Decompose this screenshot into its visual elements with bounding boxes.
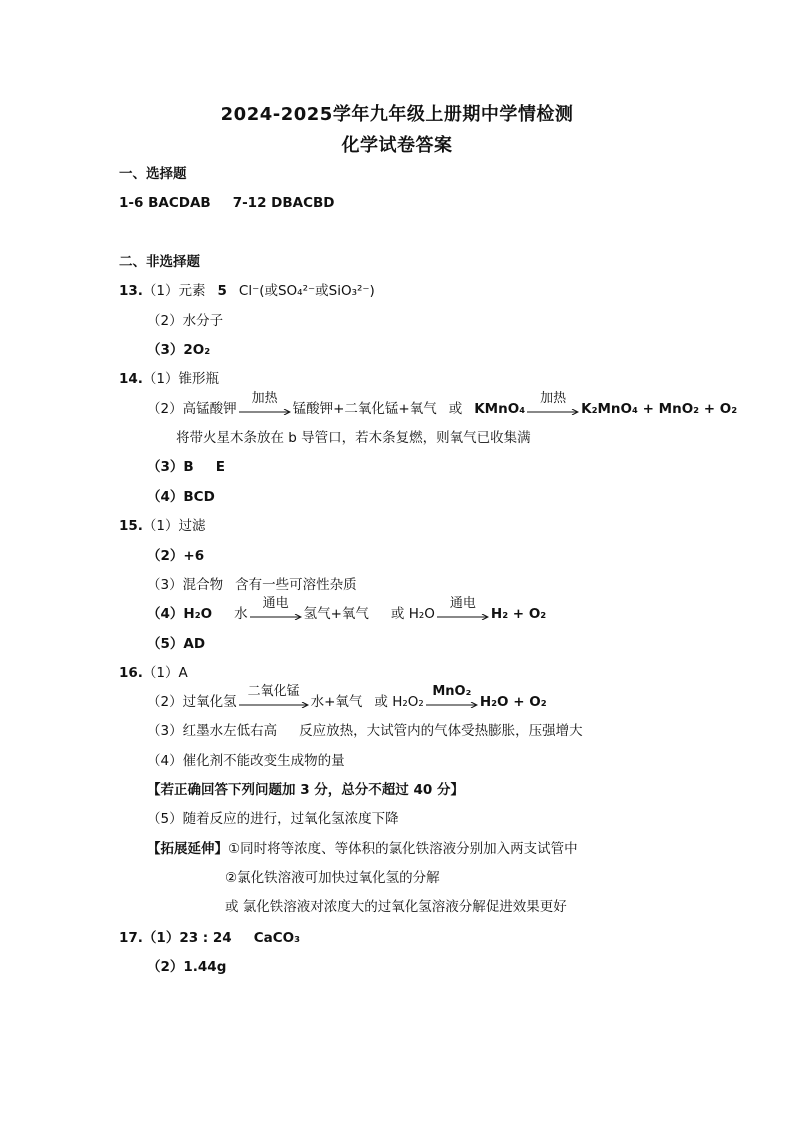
- q16-part2-equation: [147, 684, 547, 711]
- q14-p3-answer2: E: [215, 459, 225, 475]
- q15-p1-answer: （1）过滤: [142, 518, 206, 534]
- q16-p1-answer: （1）A: [142, 665, 188, 681]
- q13-part1: [119, 282, 375, 300]
- q15-p3-answer1: （3）混合物: [147, 577, 224, 593]
- q14-p1-answer: （1）锥形瓶: [142, 371, 220, 387]
- q16-p3-answer1: （3）红墨水左低右高: [147, 723, 278, 739]
- q17-p1-answer2: CaCO₃: [253, 930, 301, 946]
- mc-answers-1-6: 1-6 BACDAB: [119, 195, 211, 211]
- reaction-arrow: [437, 596, 489, 623]
- q14-p3-answer1: （3）B: [147, 459, 194, 475]
- q14-p2-reactant-formula: KMnO₄: [474, 401, 526, 417]
- q15-part5: （5）AD: [147, 636, 206, 652]
- q14-p2-reactant-word: （2）高锰酸钾: [147, 401, 237, 417]
- extension-answer-1: ①同时将等浓度、等体积的氯化铁溶液分别加入两支试管中: [228, 841, 578, 857]
- reaction-arrow: [250, 596, 302, 623]
- q16-extension-1: [147, 840, 578, 858]
- q16-p2-products-formula: H₂O + O₂: [479, 694, 547, 710]
- q15-part1: [119, 517, 206, 535]
- arrow-condition: 通电: [449, 596, 476, 611]
- q15-number: 15.: [119, 518, 143, 534]
- q15-part4-equation: [147, 596, 547, 623]
- q16-part4: （4）催化剂不能改变生成物的量: [147, 753, 345, 769]
- q13-part3: （3）2O₂: [147, 342, 211, 358]
- section-heading-choice: 一、选择题: [119, 166, 187, 182]
- q17-p1-answer1: （1）23 : 24: [142, 930, 232, 946]
- q15-p4-reactant-word: 水: [234, 606, 248, 622]
- q14-part1: [119, 370, 219, 388]
- q17-number: 17.: [119, 930, 143, 946]
- section-heading-nonchoice: 二、非选择题: [119, 254, 200, 270]
- q13-p1-answer2: 5: [217, 283, 227, 299]
- q15-part2: （2）+6: [147, 548, 205, 564]
- q16-extension-3: 或 氯化铁溶液对浓度大的过氧化氢溶液分解促进效果更好: [225, 899, 567, 915]
- q13-part2: （2）水分子: [147, 313, 224, 329]
- q14-p2-or: 或: [448, 401, 463, 417]
- q16-extension-2: ②氯化铁溶液可加快过氧化氢的分解: [225, 870, 440, 886]
- extension-label: 【拓展延伸】: [147, 841, 228, 857]
- q16-part1: [119, 664, 188, 682]
- arrow-condition: 加热: [540, 391, 567, 406]
- q15-p4-reactant-formula: 或 H₂O: [390, 606, 435, 622]
- q15-p4-products-word: 氢气+氧气: [303, 606, 369, 622]
- q14-p2-products-word: 锰酸钾+二氧化锰+氧气: [292, 401, 437, 417]
- q14-p2-products-formula: K₂MnO₄ + MnO₂ + O₂: [581, 401, 738, 417]
- arrow-condition: 二氧化锰: [247, 684, 300, 699]
- reaction-arrow: [239, 684, 309, 711]
- q16-p3-answer2: 反应放热，大试管内的气体受热膨胀，压强增大: [299, 723, 583, 739]
- exam-title: 2024-2025学年九年级上册期中学情检测: [220, 104, 574, 125]
- arrow-condition: MnO₂: [432, 684, 472, 699]
- reaction-arrow: [426, 684, 478, 711]
- q15-part3: [147, 576, 357, 594]
- q15-p3-answer2: 含有一些可溶性杂质: [235, 577, 357, 593]
- arrow-condition: 通电: [262, 596, 289, 611]
- q16-p2-reactant-formula: 或 H₂O₂: [374, 694, 424, 710]
- q14-part2-check: 将带火星木条放在 b 导管口，若木条复燃，则氧气已收集满: [176, 430, 531, 446]
- arrow-condition: 加热: [251, 391, 278, 406]
- q16-p2-products-word: 水+氧气: [310, 694, 363, 710]
- q17-part2: （2）1.44g: [147, 959, 227, 975]
- q15-p4-products-formula: H₂ + O₂: [490, 606, 547, 622]
- q16-number: 16.: [119, 665, 143, 681]
- q13-p1-answer1: （1）元素: [142, 283, 206, 299]
- q13-p1-answer3: Cl⁻(或SO₄²⁻或SiO₃²⁻): [238, 283, 375, 299]
- bonus-note: 【若正确回答下列问题加 3 分，总分不超过 40 分】: [147, 782, 464, 798]
- q15-p4-answer: （4）H₂O: [147, 606, 213, 622]
- q16-part5: （5）随着反应的进行，过氧化氢浓度下降: [147, 811, 399, 827]
- q14-part2-equation: [147, 391, 738, 418]
- mc-answers: [119, 194, 335, 212]
- q14-part4: （4）BCD: [147, 489, 215, 505]
- q14-number: 14.: [119, 371, 143, 387]
- q14-part3: [147, 458, 225, 476]
- q13-number: 13.: [119, 283, 143, 299]
- q17-part1: [119, 929, 300, 947]
- exam-subtitle: 化学试卷答案: [341, 135, 453, 156]
- q16-part3: [147, 722, 583, 740]
- reaction-arrow: [239, 391, 291, 418]
- mc-answers-7-12: 7-12 DBACBD: [232, 195, 335, 211]
- q16-p2-reactant-word: （2）过氧化氢: [147, 694, 237, 710]
- reaction-arrow: [527, 391, 579, 418]
